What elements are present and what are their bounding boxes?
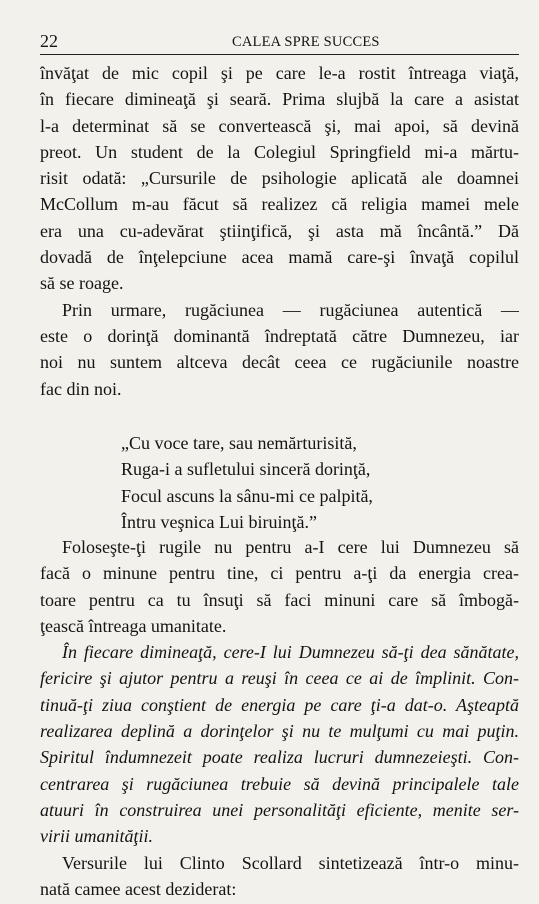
paragraph-2 bbox=[40, 297, 519, 402]
text-line: fac din noi. bbox=[40, 378, 122, 399]
paragraph-5 bbox=[40, 850, 519, 903]
text-line: risit odată: „Cursurile de psihologie aplicată ale doamnei bbox=[40, 168, 519, 189]
text-line: preot. Un student de la Colegiul Springfield mi-a mărtu- bbox=[40, 141, 519, 162]
poem-line: Ruga-i a sufletului sinceră dorinţă, bbox=[121, 459, 371, 480]
text-line: este o dorinţă dominantă îndreptată către Dumnezeu, iar bbox=[40, 325, 519, 346]
paragraph-3 bbox=[40, 534, 519, 639]
text-line: Prin urmare, rugăciunea — rugăciunea autentică — bbox=[62, 299, 519, 320]
text-line: era una cu-adevărat ştiinţifică, şi asta mă încântă.” Dă bbox=[40, 220, 519, 241]
text-line: virii umanităţii. bbox=[40, 826, 154, 847]
text-line: Spiritul îndumnezeit poate realiza lucruri dumnezeieşti. Con- bbox=[40, 747, 519, 768]
poem-line: Întru veşnica Lui biruinţă.” bbox=[121, 511, 317, 532]
text-line: atuuri în construirea unei personalităţi eficiente, menite ser- bbox=[40, 799, 519, 820]
poem-line: Focul ascuns la sânu-mi ce palpită, bbox=[121, 485, 373, 506]
text-line: facă o minune pentru tine, ci pentru a-ţi da energia crea- bbox=[40, 563, 519, 584]
page-number: 22 bbox=[40, 31, 58, 51]
text-line: să se roage. bbox=[40, 273, 124, 294]
page-header bbox=[40, 30, 519, 55]
text-line: învăţat de mic copil şi pe care le-a rostit întreaga viaţă, bbox=[40, 63, 519, 83]
paragraph-1 bbox=[40, 60, 519, 297]
body-text-top bbox=[40, 60, 519, 402]
text-line: Versurile lui Clinto Scollard sintetizează într-o minu- bbox=[62, 852, 519, 873]
text-line: toare pentru ca tu însuţi să faci minuni care să îmbogă- bbox=[40, 589, 519, 610]
text-line: În fiecare dimineaţă, cere-I lui Dumnezeu să-ţi dea sănătate, bbox=[62, 642, 519, 663]
text-line: dovadă de înţelepciune acea mamă care-şi învaţă copilul bbox=[40, 247, 519, 268]
text-line: fericire şi ajutor pentru a reuşi în ceea ce ai de împlinit. Con- bbox=[40, 668, 519, 689]
text-line: McCollum m-au făcut să realizez că religia mamei mele bbox=[40, 194, 519, 215]
poem-quote bbox=[121, 430, 501, 535]
text-line: în fiecare dimineaţă şi seară. Prima slujbă la care a asistat bbox=[40, 89, 519, 110]
text-line: l-a determinat să se convertească şi, mai apoi, să devină bbox=[40, 115, 519, 136]
text-line: nată camee acest deziderat: bbox=[40, 878, 237, 899]
text-line: centrarea şi rugăciunea trebuie să devină principalele tale bbox=[40, 773, 519, 794]
text-line: realizarea deplină a dorinţelor şi nu te mulţumi cu mai puţin. bbox=[40, 721, 519, 742]
running-head: CALEA SPRE SUCCES bbox=[232, 34, 380, 50]
text-line: Foloseşte-ţi rugile nu pentru a-I cere lui Dumnezeu să bbox=[62, 537, 519, 557]
body-text-bottom bbox=[40, 534, 519, 902]
text-line: tinuă-ţi ziua conştient de energia pe care ţi-a dat-o. Aşteaptă bbox=[40, 694, 519, 715]
text-line: ţească întreaga umanitate. bbox=[40, 615, 227, 636]
text-line: noi nu suntem altceva decât ceea ce rugăciunile noastre bbox=[40, 352, 519, 373]
paragraph-4-italic bbox=[40, 639, 519, 849]
poem-line: „Cu voce tare, sau nemărturisită, bbox=[121, 433, 357, 453]
